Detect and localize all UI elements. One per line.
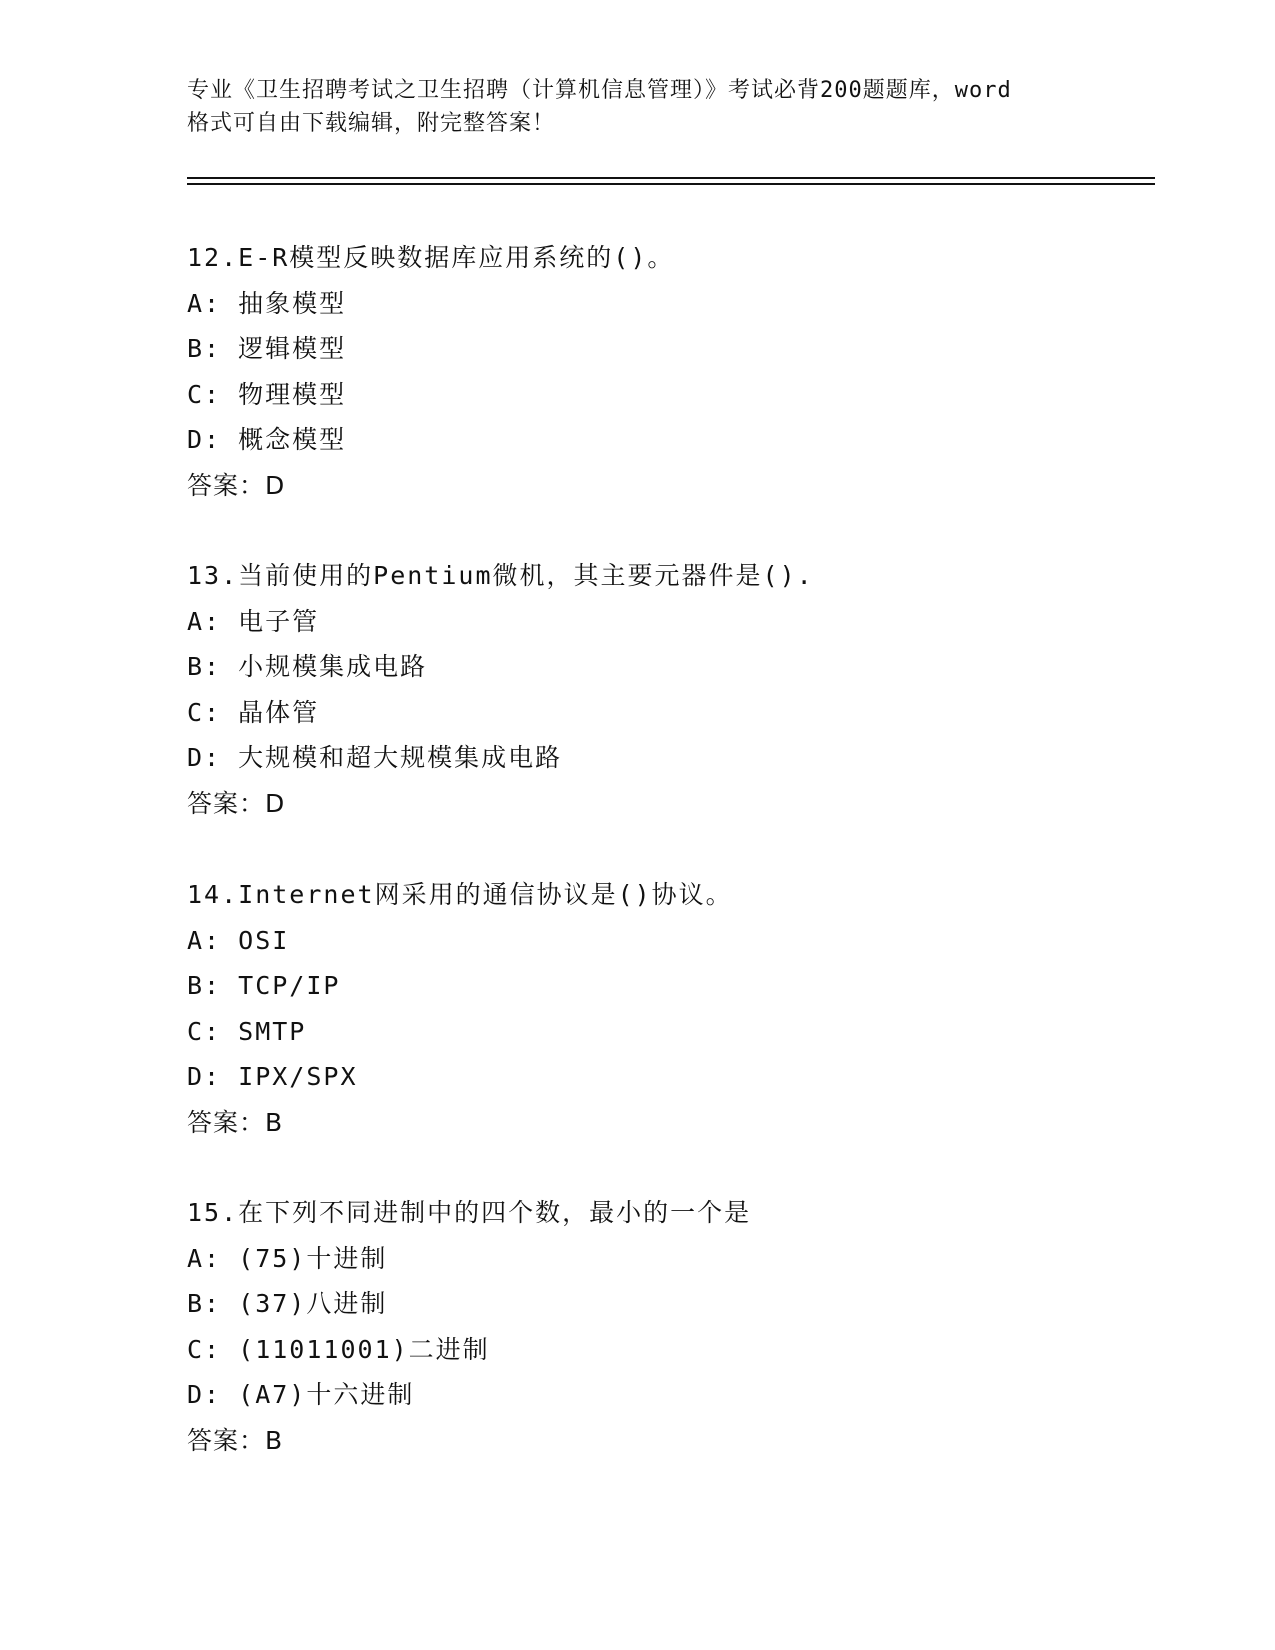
option-c: C: 物理模型 <box>187 379 347 409</box>
option-b: B: 小规模集成电路 <box>187 652 428 681</box>
question-stem: 13.当前使用的Pentium微机，其主要元器件是(). <box>187 561 814 590</box>
option-c: C: 晶体管 <box>187 697 320 727</box>
option-a: A: 抽象模型 <box>187 288 347 318</box>
answer-line: 答案：D <box>187 470 286 500</box>
option-a: A: (75)十进制 <box>187 1243 388 1273</box>
option-b: B: 逻辑模型 <box>187 334 347 363</box>
question-stem: 14.Internet网采用的通信协议是()协议。 <box>187 880 733 909</box>
answer-line: 答案：B <box>187 1425 284 1455</box>
option-c: C: SMTP <box>187 1016 307 1046</box>
answer-line: 答案：B <box>187 1107 284 1137</box>
option-a: A: OSI <box>187 925 290 955</box>
question-14 <box>187 872 1147 1145</box>
option-d: D: 概念模型 <box>187 425 347 454</box>
option-b: B: TCP/IP <box>187 971 341 1000</box>
question-stem: 12.E-R模型反映数据库应用系统的()。 <box>187 243 675 272</box>
question-12 <box>187 235 1147 508</box>
option-d: D: (A7)十六进制 <box>187 1380 415 1409</box>
option-d: D: IPX/SPX <box>187 1062 358 1091</box>
question-stem: 15.在下列不同进制中的四个数，最小的一个是 <box>187 1198 752 1227</box>
header-line-1: 专业《卫生招聘考试之卫生招聘（计算机信息管理）》考试必背200题题库，word <box>187 78 1012 103</box>
header-divider-top <box>187 177 1155 179</box>
option-c: C: (11011001)二进制 <box>187 1334 490 1364</box>
answer-line: 答案：D <box>187 788 286 818</box>
header-line-2: 格式可自由下载编辑，附完整答案！ <box>187 111 556 136</box>
header-divider-bottom <box>187 183 1155 185</box>
question-13 <box>187 553 1147 826</box>
question-15 <box>187 1190 1147 1463</box>
option-a: A: 电子管 <box>187 606 320 636</box>
option-d: D: 大规模和超大规模集成电路 <box>187 743 563 772</box>
document-header <box>187 74 1087 140</box>
option-b: B: (37)八进制 <box>187 1289 388 1318</box>
